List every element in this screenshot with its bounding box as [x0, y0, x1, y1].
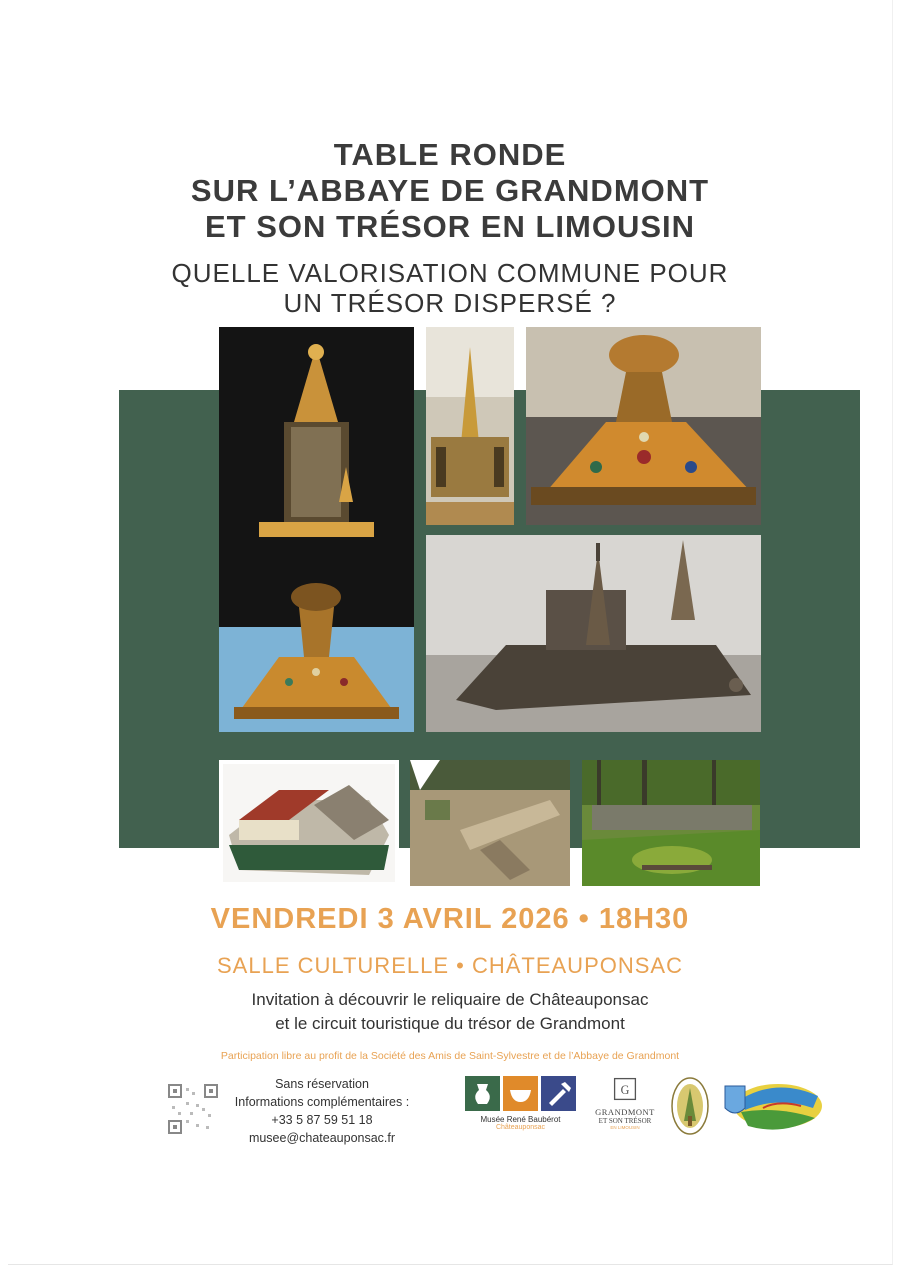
invitation-line-1: Invitation à découvrir le reliquaire de Châteauponsac — [251, 990, 649, 1009]
title-line-2: SUR L’ABBAYE DE GRANDMONT — [190, 173, 710, 208]
society-oval-logo — [670, 1076, 710, 1136]
commune-logo — [723, 1078, 823, 1136]
subtitle-line-1: QUELLE VALORISATION COMMUNE POUR — [171, 258, 729, 288]
subtitle-line-2: UN TRÉSOR DISPERSÉ ? — [283, 288, 617, 318]
qr-code[interactable] — [168, 1084, 218, 1134]
svg-text:G: G — [620, 1083, 630, 1098]
contact-info — [222, 1075, 422, 1147]
grandmont-line-2: ET SON TRÉSOR — [598, 1117, 652, 1125]
grandmont-line-3: EN LIMOUSIN — [610, 1125, 640, 1130]
photo-reliquary — [219, 327, 414, 732]
title-line-1: TABLE RONDE — [333, 137, 567, 172]
photo-jeweled-base — [526, 327, 761, 525]
grandmont-tresor-logo — [590, 1076, 660, 1130]
vase-icon — [465, 1076, 500, 1111]
photo-dark-reliquary — [426, 535, 761, 732]
museum-logo — [463, 1076, 578, 1131]
photo-spire-detail — [426, 327, 514, 525]
participation-note: Participation libre au profit de la Société des Amis de Saint-Sylvestre et de l’Abbaye de Grandmont — [220, 1050, 680, 1062]
title-line-3: ET SON TRÉSOR EN LIMOUSIN — [204, 209, 696, 244]
invitation-line-2: et le circuit touristique du trésor de Grandmont — [275, 1014, 625, 1033]
photo-excavation — [410, 760, 570, 886]
museum-town: Châteauponsac — [495, 1124, 546, 1131]
museum-name: Musée René Baubérot — [480, 1115, 561, 1124]
contact-reservation: Sans réservation — [275, 1077, 369, 1091]
event-date: VENDREDI 3 AVRIL 2026 • 18H30 — [210, 903, 690, 935]
tool-icon — [541, 1076, 576, 1111]
contact-info-label: Informations complémentaires : — [234, 1095, 410, 1109]
event-venue: SALLE CULTURELLE • CHÂTEAUPONSAC — [217, 953, 683, 978]
grandmont-emblem-icon — [612, 1076, 638, 1102]
photo-forest-ruins — [582, 760, 760, 886]
contact-email[interactable]: musee@chateauponsac.fr — [248, 1131, 396, 1145]
contact-phone[interactable]: +33 5 87 59 51 18 — [271, 1113, 373, 1127]
photo-abbey-model — [219, 760, 399, 886]
bowl-icon — [503, 1076, 538, 1111]
grandmont-line-1: GRANDMONT — [595, 1107, 655, 1117]
